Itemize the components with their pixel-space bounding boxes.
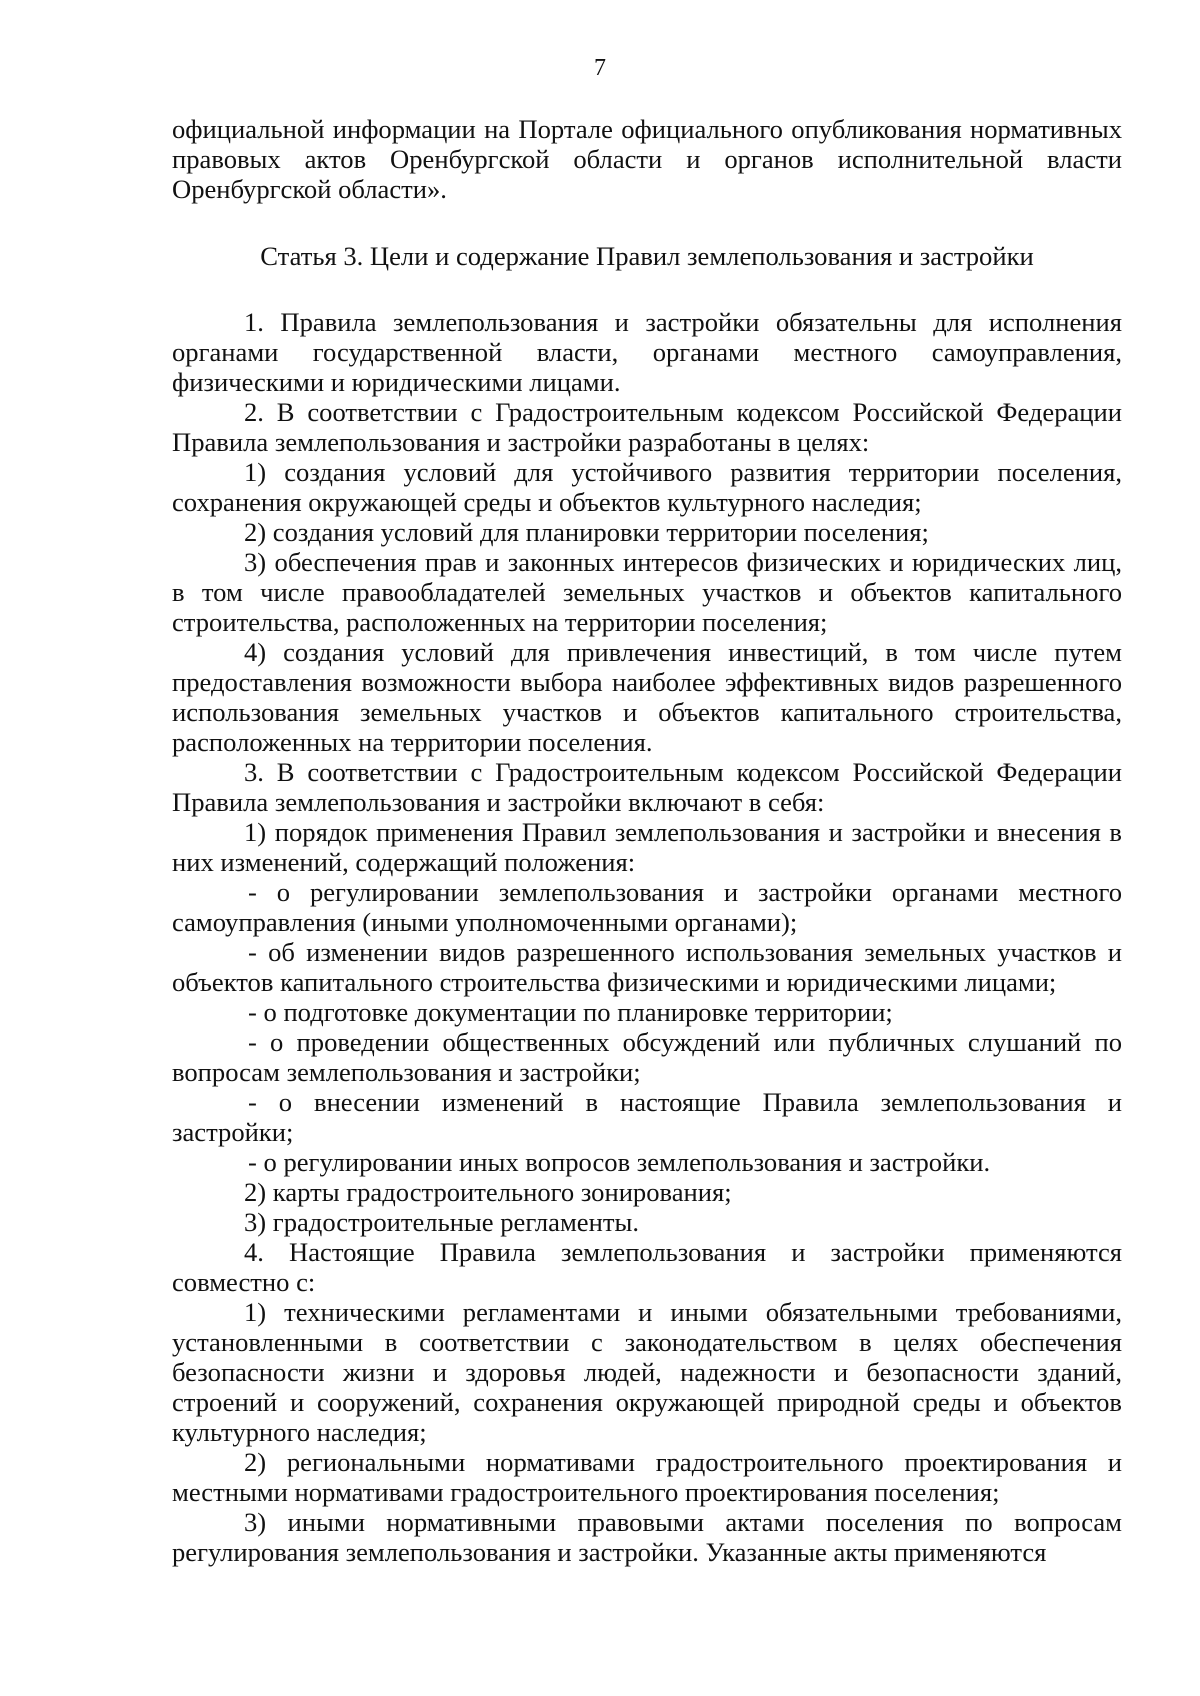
document-body (172, 114, 1122, 1567)
list-item: 1) техническими регламентами и иными обязательными требованиями, установленными в соответствии с законодательством в целях обеспечения безопасности жизни и здоровья людей, надежности и безопасности зданий, строений и сооружений, сохранения окружающей природной среды и объектов культурного наследия; (172, 1297, 1122, 1447)
list-item: 2) региональными нормативами градостроительного проектирования и местными нормативами градостроительного проектирования поселения; (172, 1447, 1122, 1507)
paragraph: 1. Правила землепользования и застройки обязательны для исполнения органами государственной власти, органами местного самоуправления, физическими и юридическими лицами. (172, 307, 1122, 397)
dash-item: - о регулировании землепользования и застройки органами местного самоуправления (иными уполномоченными органами); (172, 877, 1122, 937)
list-item: 3) градостроительные регламенты. (244, 1207, 639, 1237)
dash-item: - о подготовке документации по планировке территории; (248, 997, 893, 1027)
list-item: 3) иными нормативными правовыми актами поселения по вопросам регулирования землепользования и застройки. Указанные акты применяются (172, 1507, 1122, 1567)
article-heading: Статья 3. Цели и содержание Правил землепользования и застройки (260, 241, 1034, 271)
paragraph: 3. В соответствии с Градостроительным кодексом Российской Федерации Правила землепользования и застройки включают в себя: (172, 757, 1122, 817)
list-item: 2) карты градостроительного зонирования; (244, 1177, 732, 1207)
paragraph: 2. В соответствии с Градостроительным кодексом Российской Федерации Правила землепользования и застройки разработаны в целях: (172, 397, 1122, 457)
list-item: 3) обеспечения прав и законных интересов физических и юридических лиц, в том числе правообладателей земельных участков и объектов капитального строительства, расположенных на территории поселения; (172, 547, 1122, 637)
paragraph-intro: официальной информации на Портале официального опубликования нормативных правовых актов Оренбургской области и органов исполнительной власти Оренбургской области». (172, 114, 1122, 204)
list-item: 1) порядок применения Правил землепользования и застройки и внесения в них изменений, содержащий положения: (172, 817, 1122, 877)
page-number: 7 (594, 55, 606, 81)
list-item: 2) создания условий для планировки территории поселения; (244, 517, 929, 547)
list-item: 1) создания условий для устойчивого развития территории поселения, сохранения окружающей среды и объектов культурного наследия; (172, 457, 1122, 517)
dash-item: - о проведении общественных обсуждений или публичных слушаний по вопросам землепользования и застройки; (172, 1027, 1122, 1087)
dash-item: - о регулировании иных вопросов землепользования и застройки. (248, 1147, 991, 1177)
list-item: 4) создания условий для привлечения инвестиций, в том числе путем предоставления возможности выбора наиболее эффективных видов разрешенного использования земельных участков и объектов капитального строительства, расположенных на территории поселения. (172, 637, 1122, 757)
paragraph: 4. Настоящие Правила землепользования и застройки применяются совместно с: (172, 1237, 1122, 1297)
dash-item: - об изменении видов разрешенного использования земельных участков и объектов капитального строительства физическими и юридическими лицами; (172, 937, 1122, 997)
dash-item: - о внесении изменений в настоящие Правила землепользования и застройки; (172, 1087, 1122, 1147)
